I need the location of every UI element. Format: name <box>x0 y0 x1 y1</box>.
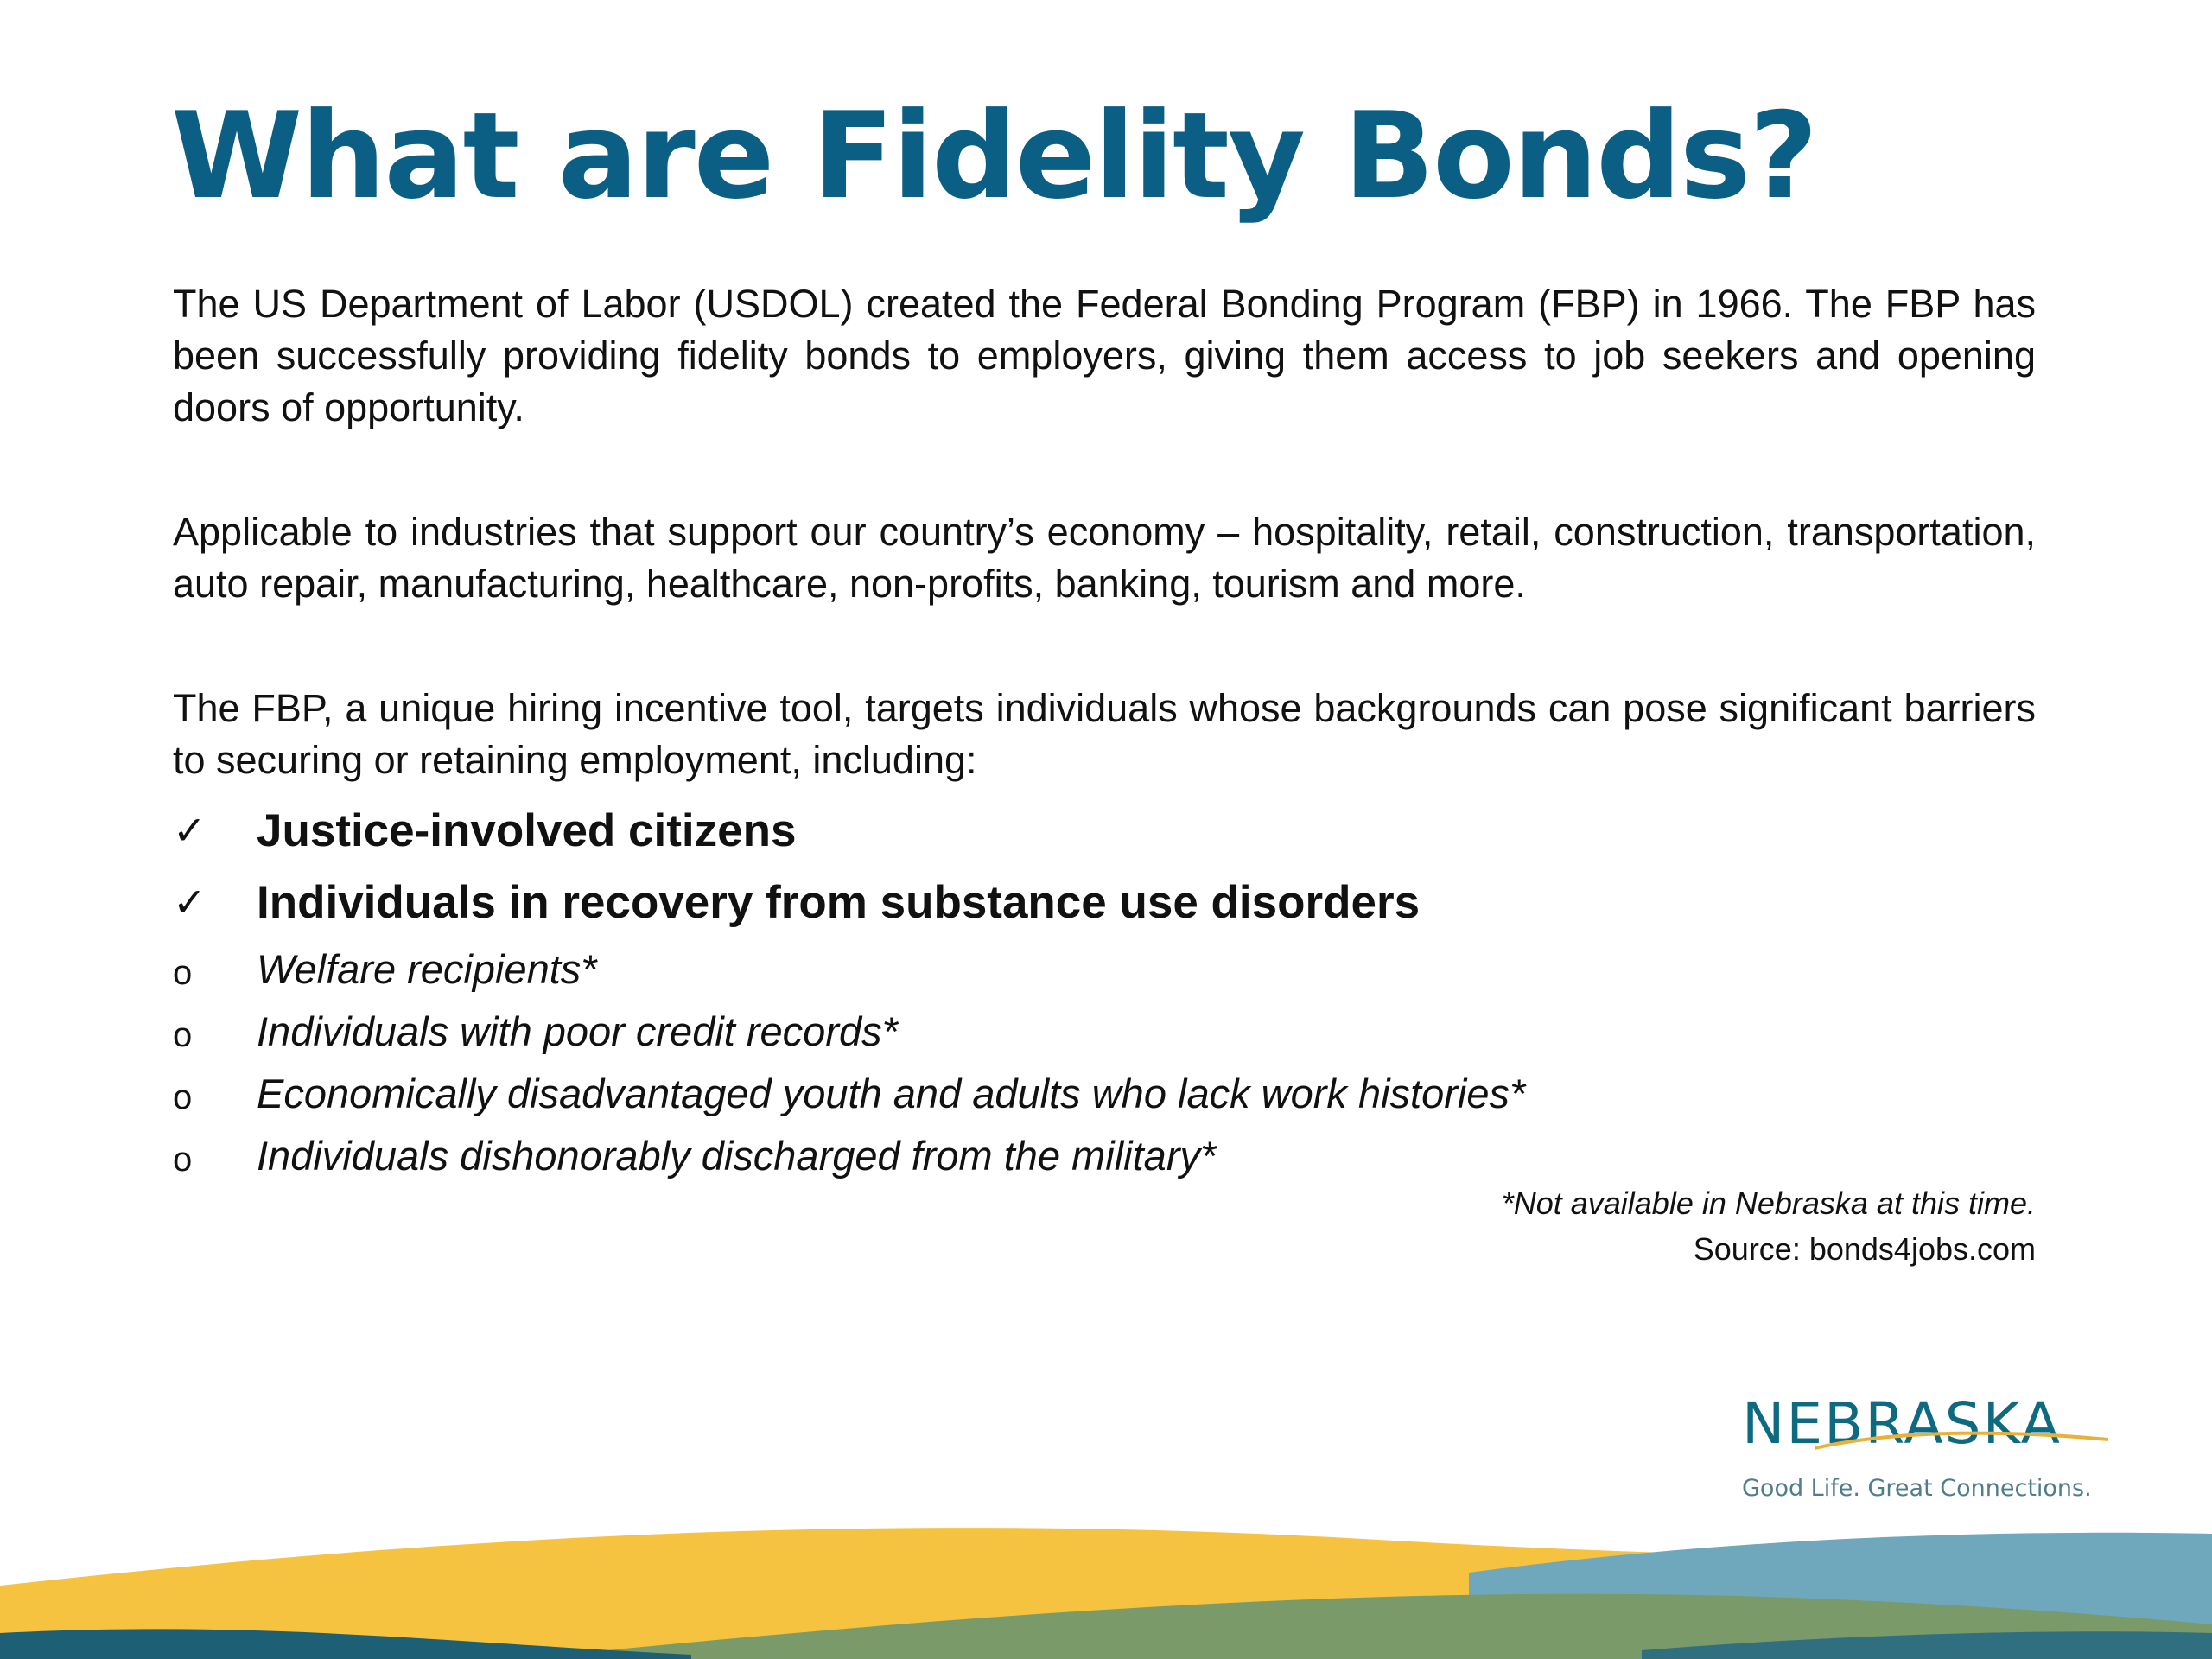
availability-note: *Not available in Nebraska at this time. <box>1501 1185 2036 1221</box>
nebraska-logo <box>1737 1389 2100 1510</box>
list-item-label: Individuals with poor credit records* <box>257 1008 898 1054</box>
source-citation: Source: bonds4jobs.com <box>1693 1231 2036 1267</box>
eligibility-list <box>173 795 2036 1187</box>
logo-tagline: Good Life. Great Connections. <box>1742 1475 2092 1502</box>
list-item-label: Economically disadvantaged youth and adults who lack work histories* <box>257 1071 1526 1116</box>
logo-wordmark: NEBRASKA <box>1742 1390 2062 1457</box>
list-item-poor-credit <box>173 1001 2036 1063</box>
checkmark-icon: ✓ <box>173 807 207 854</box>
paragraph-targets: The FBP, a unique hiring incentive tool, targets individuals whose backgrounds can pose significant barriers to securing or retaining employment, including: <box>173 686 2036 782</box>
list-item-recovery <box>173 867 2036 938</box>
footnote-block <box>1502 1182 2036 1274</box>
list-item-label: Welfare recipients* <box>257 946 597 992</box>
list-item-label: Justice-involved citizens <box>257 805 797 856</box>
slide-title: What are Fidelity Bonds? <box>171 86 1817 226</box>
circle-bullet-icon: o <box>173 954 193 992</box>
list-item-welfare <box>173 938 2036 1001</box>
list-item-label: Individuals dishonorably discharged from the military* <box>257 1133 1217 1179</box>
logo-swoosh-icon <box>1815 1427 2108 1462</box>
paragraph-fbp-history: The US Department of Labor (USDOL) created the Federal Bonding Program (FBP) in 1966. The FBP has been successfully providing fidelity bonds to employers, giving them access to job seekers and opening doors of opportunity. <box>173 282 2036 429</box>
circle-bullet-icon: o <box>173 1078 193 1116</box>
decorative-waves <box>0 1503 2212 1659</box>
list-item-disadvantaged <box>173 1063 2036 1125</box>
checkmark-icon: ✓ <box>173 879 207 925</box>
circle-bullet-icon: o <box>173 1016 193 1054</box>
list-item-label: Individuals in recovery from substance use disorders <box>257 877 1421 928</box>
slide-body <box>173 278 2036 1187</box>
circle-bullet-icon: o <box>173 1141 193 1179</box>
list-item-discharged <box>173 1125 2036 1187</box>
paragraph-industries: Applicable to industries that support our country’s economy – hospitality, retail, construction, transportation, auto repair, manufacturing, healthcare, non-profits, banking, tourism and more. <box>173 510 2036 606</box>
list-item-justice-involved <box>173 795 2036 867</box>
